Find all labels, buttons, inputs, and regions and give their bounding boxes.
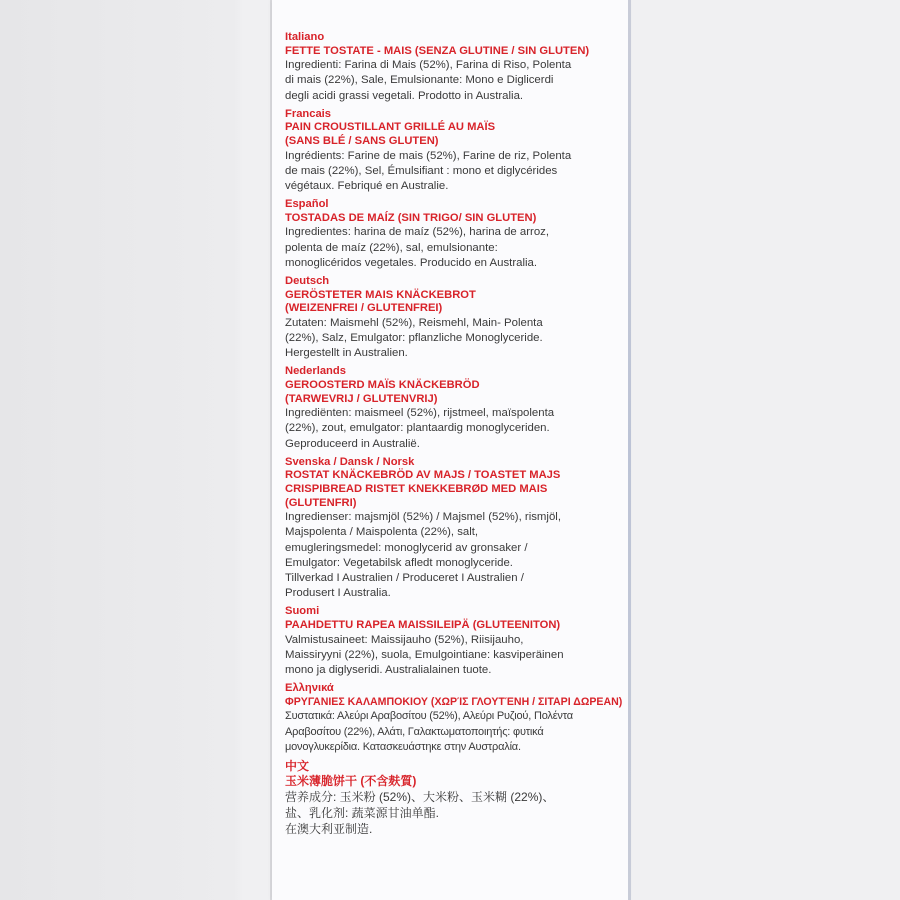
section-italiano [285,31,625,104]
language-heading: Svenska / Dansk / Norsk [285,455,415,468]
ingredients-text: Ingrédients: Farine de mais (52%), Farine de riz, Polenta de mais (22%), Sel, Émulsifiant : mono et diglycérides végétaux. Febriqué en Australie. [285,149,572,192]
ingredients-text: Zutaten: Maismehl (52%), Reismehl, Main- Polenta (22%), Salz, Emulgator: pflanzliche Monoglyceride. Hergestellt in Australien. [285,316,543,360]
product-title: 玉米薄脆饼干 (不含麸質) [285,773,417,788]
section-chinese [285,759,625,837]
ingredients-text: Συστατικά: Αλεύρι Αραβοσίτου (52%), Αλεύρι Ρυζιού, Πολέντα Αραβοσίτου (22%), Αλάτι, Γαλακτωματοποιητής: φυτικά μονογλυκερίδια. Κατασκευάστηκε στην Αυστραλία. [285,710,573,753]
product-title: GEROOSTERD MAÏS KNÄCKEBRÖD (TARWEVRIJ / GLUTENVRIJ) [285,378,480,405]
ingredients-text: Valmistusaineet: Maissijauho (52%), Riisijauho, Maissiryyni (22%), suola, Emulgointiane: kasviperäinen mono ja diglyseridi. Australialainen tuote. [285,633,564,676]
section-espanol [285,198,625,271]
section-ellinika [285,682,625,755]
product-title: GERÖSTETER MAIS KNÄCKEBROT (WEIZENFREI / GLUTENFREI) [285,288,476,315]
language-heading: Nederlands [285,365,346,378]
language-heading: Ελληνικά [285,682,334,695]
language-heading: 中文 [285,758,310,773]
product-title: ROSTAT KNÄCKEBRÖD AV MAJS / TOASTET MAJS CRISPIBREAD RISTET KNEKKEBRØD MED MAIS (GLUTENFRI) [285,469,561,509]
language-heading: Francais [285,107,332,120]
language-heading: Español [285,198,329,211]
product-title: PAAHDETTU RAPEA MAISSILEIPÄ (GLUTEENITON) [285,618,561,631]
language-heading: Suomi [285,605,320,618]
ingredients-text: Ingredientes: harina de maíz (52%), harina de arroz, polenta de maíz (22%), sal, emulsionante: monoglicéridos vegetales. Producido en Australia. [285,226,550,269]
section-deutsch [285,275,625,361]
product-title: PAIN CROUSTILLANT GRILLÉ AU MAÏS (SANS BLÉ / SANS GLUTEN) [285,121,496,147]
language-heading: Deutsch [285,274,330,287]
language-heading: Italiano [285,31,325,43]
panel-right-edge [628,0,631,900]
section-francais [285,108,625,194]
ingredients-text: 营养成分: 玉米粉 (52%)、大米粉、玉米糊 (22%)、 盐、乳化剂: 蔬菜源甘油单酯. 在澳大利亚制造. [285,789,555,836]
ingredient-list [285,31,625,841]
product-title: TOSTADAS DE MAÍZ (SIN TRIGO/ SIN GLUTEN) [285,211,537,224]
section-suomi [285,605,625,678]
section-scandinavian [285,456,625,602]
ingredients-text: Ingredienti: Farina di Mais (52%), Farina di Riso, Polenta di mais (22%), Sale, Emulsionante: Mono e Diglicerdi degli acidi grassi vegetali. Prodotto in Australia. [285,59,572,102]
ingredients-text: Ingredienser: majsmjöl (52%) / Majsmel (52%), rismjöl, Majspolenta / Maispolenta (22%), salt, emugleringsmedel: monoglycerid av gronsaker / Emulgator: Vegetabilsk afledt monoglyceride. Tillverkad I Australien / Produceret I Australien / Produsert I Australia. [285,511,561,600]
product-title: ΦΡΥΓΑΝΙΕΣ ΚΑΛΑΜΠΟΚΙΟΥ (ΧΩΡΊΣ ΓΛΟΥΤΈΝΗ / ΣΙΤΑΡΙ ΔΩΡΕΑΝ) [285,695,623,708]
ingredients-text: Ingrediënten: maismeel (52%), rijstmeel, maïspolenta (22%), zout, emulgator: plantaardig monoglyceriden. Geproduceerd in Australië. [285,407,555,450]
section-nederlands [285,365,625,451]
product-title: FETTE TOSTATE - MAIS (SENZA GLUTINE / SIN GLUTEN) [285,44,590,57]
